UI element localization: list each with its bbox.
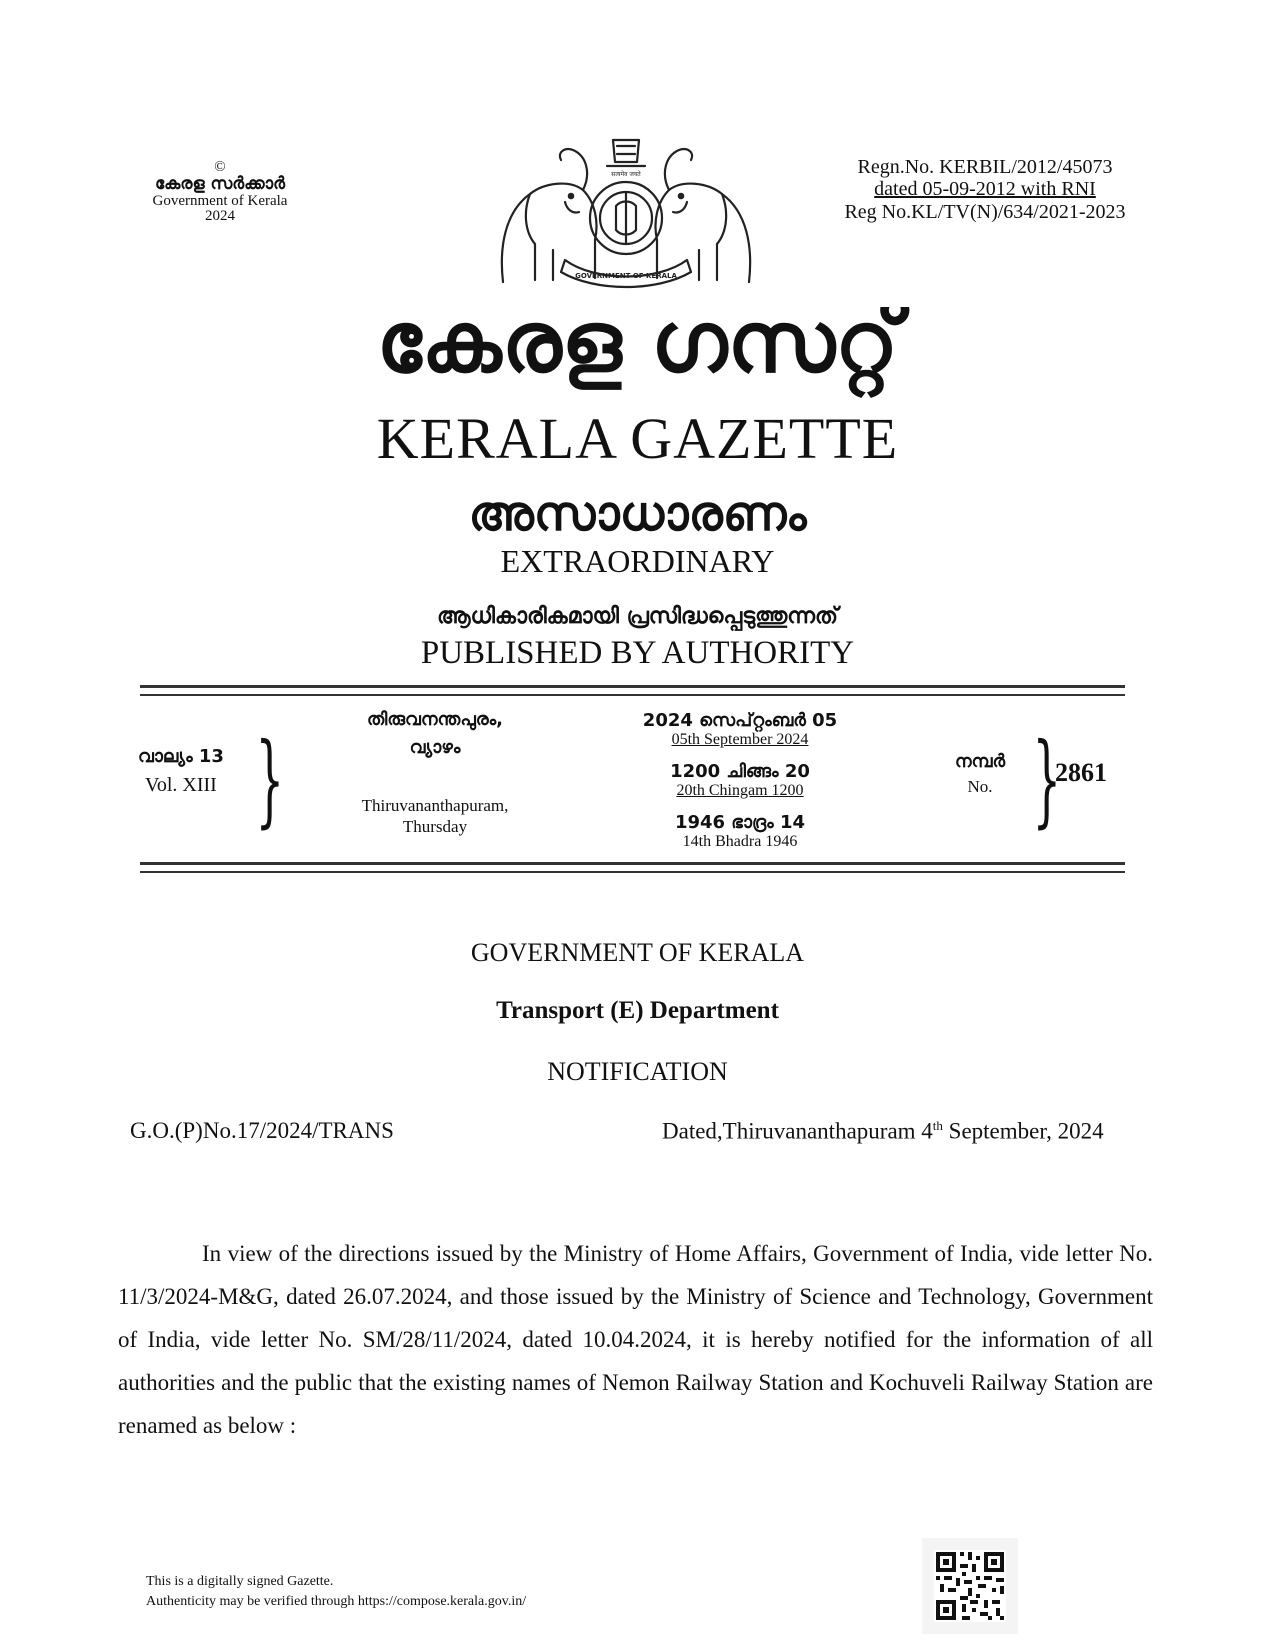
gregorian-date-malayalam: 2024 സെപ്റ്റംബർ 05 — [642, 710, 838, 731]
left-brace-icon: } — [255, 721, 285, 838]
number-label-english: No. — [967, 777, 993, 796]
date-prefix: Dated,Thiruvananthapuram 4 — [662, 1118, 933, 1144]
number-label-malayalam: നമ്പർ — [954, 751, 1006, 772]
copyright-year: 2024 — [205, 208, 235, 225]
notification-body — [118, 1232, 1153, 1447]
emblem-ribbon-text: GOVERNMENT OF KERALA — [575, 272, 677, 280]
published-by-authority-english: PUBLISHED BY AUTHORITY — [420, 635, 855, 671]
place-day-english — [300, 795, 570, 838]
volume-english: Vol. XIII — [145, 774, 217, 796]
right-brace-icon: } — [1032, 721, 1062, 838]
gregorian-date — [610, 710, 870, 749]
malayalam-era-date — [610, 761, 870, 800]
gazette-title-malayalam: കേരള ഗസറ്റ് — [376, 293, 899, 391]
saka-date-malayalam: 1946 ഭാദ്രം 14 — [674, 812, 806, 833]
day-english: Thursday — [402, 817, 468, 837]
place-english: Thiruvananthapuram, — [361, 796, 509, 815]
regn-date: dated 05-09-2012 with RNI — [874, 178, 1096, 201]
government-heading: GOVERNMENT OF KERALA — [470, 938, 805, 967]
emblem-motto: सत्यमेव जयते — [611, 171, 641, 178]
notification-heading: NOTIFICATION — [547, 1057, 728, 1086]
body-paragraph: In view of the directions issued by the Ministry of Home Affairs, Government of India, vide letter No. 11/3/2024-M&G, dated 26.07.2024, and those issued by the Ministry of Science and Technology, Government of India, vide letter No. SM/28/11/2024, dated 10.04.2024, it is hereby notified for the information of all authorities and the public that the existing names of Nemon Railway Station and Kochuveli Railway Station are renamed as below : — [118, 1241, 1153, 1438]
registration-info — [820, 156, 1150, 223]
notification-date — [662, 1118, 1104, 1145]
published-by-authority-malayalam: ആധികാരികമായി പ്രസിദ്ധപ്പെടുത്തുന്നത് — [437, 604, 838, 629]
top-divider — [140, 685, 1125, 696]
department-heading: Transport (E) Department — [496, 997, 779, 1024]
kollavarsham-date-english: 20th Chingam 1200 — [676, 782, 804, 799]
kerala-emblem-icon — [495, 132, 757, 290]
gregorian-date-english: 05th September 2024 — [671, 731, 809, 748]
volume-malayalam: വാല്യം 13 — [138, 746, 224, 767]
bottom-divider — [140, 862, 1125, 873]
date-suffix: September, 2024 — [948, 1118, 1104, 1144]
publisher-english: Government of Kerala — [152, 192, 288, 209]
copyright-block — [130, 160, 310, 225]
go-number: G.O.(P)No.17/2024/TRANS — [130, 1118, 394, 1143]
saka-date — [610, 812, 870, 851]
extraordinary-malayalam: അസാധാരണം — [468, 486, 807, 542]
place-malayalam: തിരുവനന്തപുരം, — [366, 709, 503, 730]
gazette-title-english: KERALA GAZETTE — [376, 406, 899, 471]
day-malayalam: വ്യാഴം — [409, 736, 461, 758]
copyright-symbol: © — [214, 159, 226, 175]
kollavarsham-date-malayalam: 1200 ചിങ്ങം 20 — [670, 761, 810, 782]
extraordinary-english: EXTRAORDINARY — [500, 543, 775, 579]
qr-code-icon — [922, 1538, 1018, 1634]
saka-date-english: 14th Bhadra 1946 — [682, 833, 798, 850]
rni-reg-number: Reg No.KL/TV(N)/634/2021-2023 — [844, 200, 1126, 223]
footer-note — [146, 1572, 526, 1613]
publisher-malayalam: കേരള സർക്കാർ — [154, 173, 286, 194]
regn-number: Regn.No. KERBIL/2012/45073 — [857, 156, 1113, 178]
digital-signature-note: This is a digitally signed Gazette. — [146, 1574, 334, 1589]
date-ordinal: th — [932, 1118, 943, 1133]
place-day-malayalam — [300, 706, 570, 762]
verification-note: Authenticity may be verified through https://compose.kerala.gov.in/ — [146, 1594, 527, 1610]
gazette-number: 2861 — [1055, 758, 1107, 787]
